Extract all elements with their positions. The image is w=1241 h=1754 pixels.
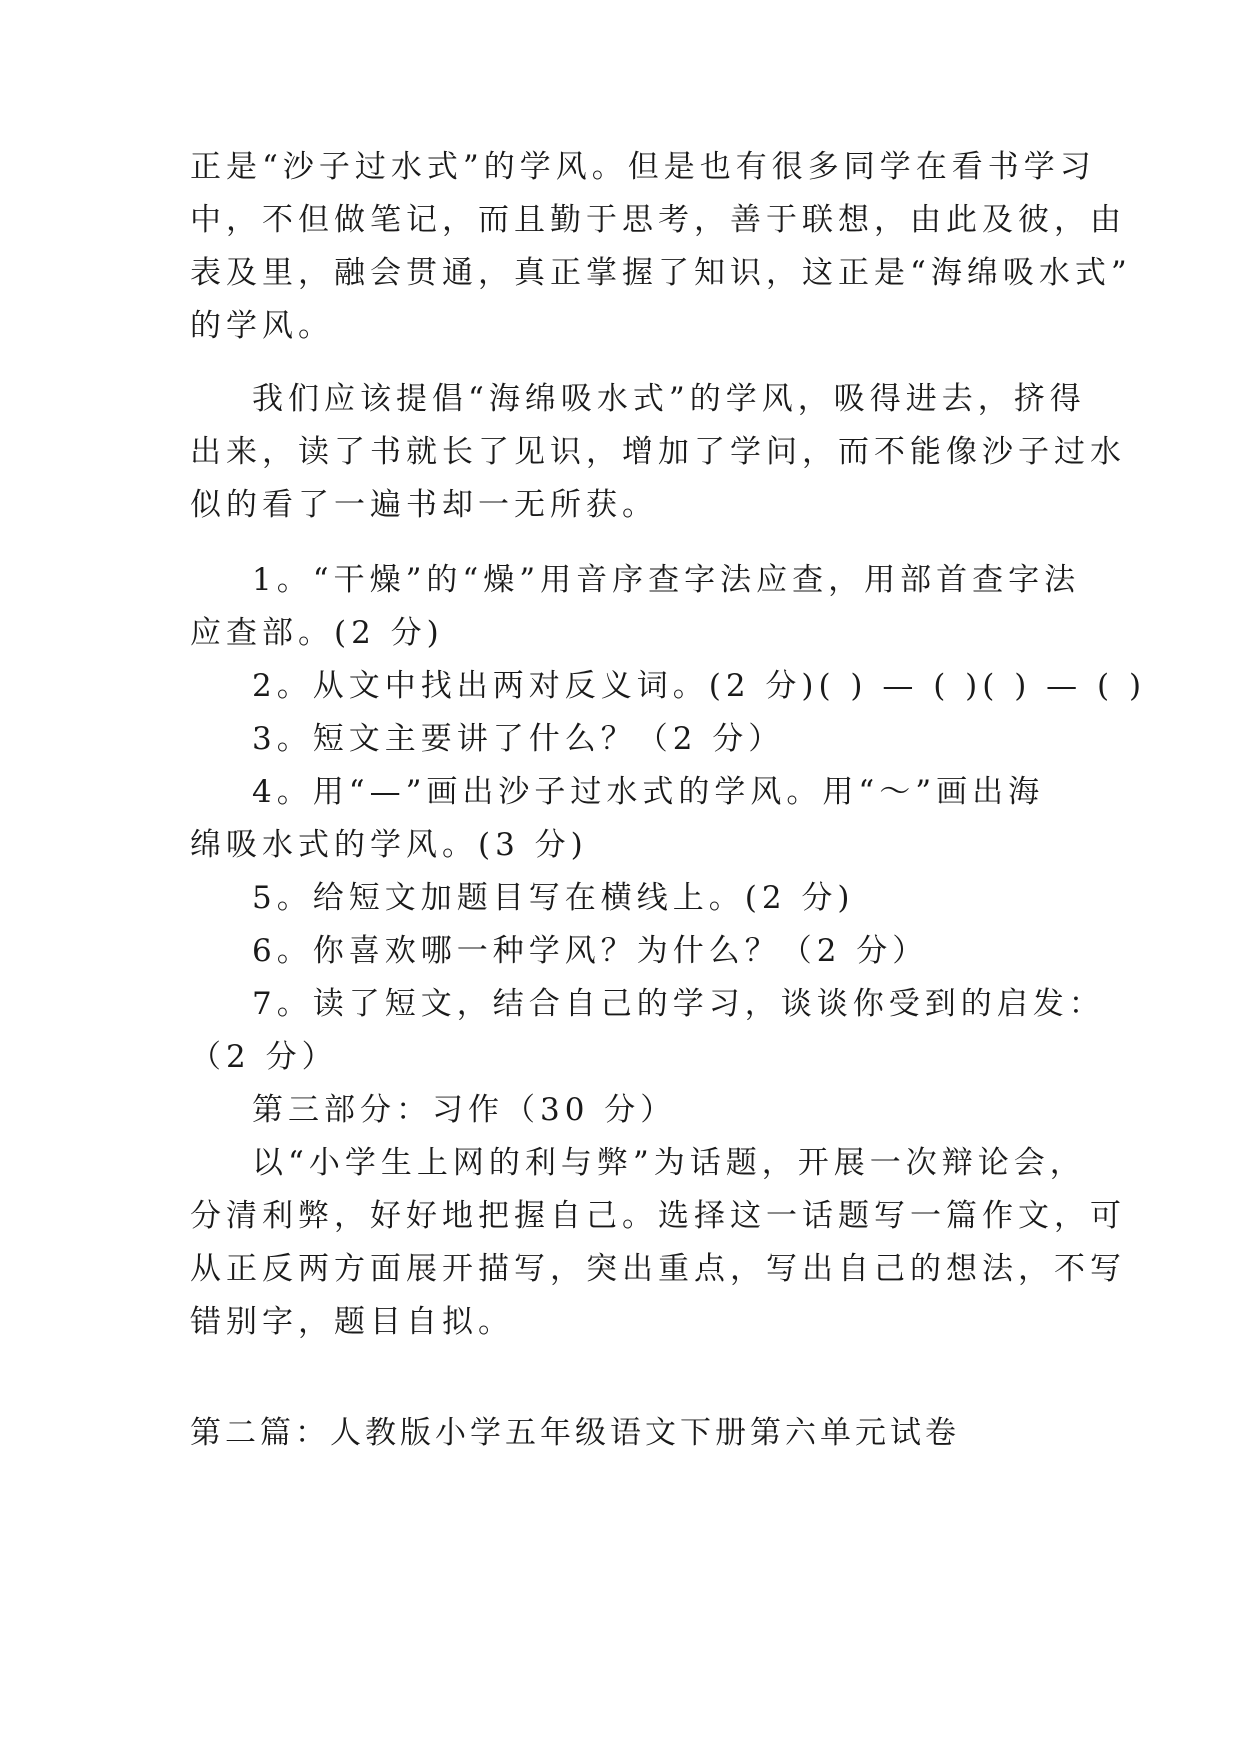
- text-line: 以“小学生上网的利与弊”为话题，开展一次辩论会，: [252, 1145, 1086, 1181]
- text-line: 分清利弊，好好地把握自己。选择这一话题写一篇作文，可: [190, 1198, 1126, 1234]
- text-line: 似的看了一遍书却一无所获。: [190, 487, 658, 523]
- question-7: 7。读了短文，结合自己的学习，谈谈你受到的启发：: [252, 986, 1105, 1022]
- section-heading: 第三部分：习作（30 分）: [252, 1092, 677, 1128]
- question-4: 4。用“—”画出沙子过水式的学风。用“～”画出海: [252, 774, 1045, 810]
- text-line: 应查部。(2 分): [190, 615, 444, 651]
- section-title: 第二篇：人教版小学五年级语文下册第六单元试卷: [190, 1415, 960, 1451]
- question-2: 2。从文中找出两对反义词。(2 分)( ) — ( )( ) — ( ): [252, 668, 1147, 704]
- text-line: 错别字，题目自拟。: [190, 1304, 514, 1340]
- question-5: 5。给短文加题目写在横线上。(2 分): [252, 880, 855, 916]
- text-line: 表及里，融会贯通，真正掌握了知识，这正是“海绵吸水式”: [190, 255, 1132, 291]
- text-line: 的学风。: [190, 308, 334, 344]
- question-6: 6。你喜欢哪一种学风？为什么？（2 分）: [252, 933, 929, 969]
- text-line: 正是“沙子过水式”的学风。但是也有很多同学在看书学习: [190, 149, 1096, 185]
- text-line: 我们应该提倡“海绵吸水式”的学风，吸得进去，挤得: [252, 381, 1086, 417]
- text-line: 绵吸水式的学风。(3 分): [190, 827, 588, 863]
- text-line: 出来，读了书就长了见识，增加了学问，而不能像沙子过水: [190, 434, 1126, 470]
- text-line: （2 分）: [190, 1039, 338, 1075]
- text-line: 从正反两方面展开描写，突出重点，写出自己的想法，不写: [190, 1251, 1126, 1287]
- question-3: 3。短文主要讲了什么？（2 分）: [252, 721, 785, 757]
- text-line: 中，不但做笔记，而且勤于思考，善于联想，由此及彼，由: [190, 202, 1126, 238]
- question-1: 1。“干燥”的“燥”用音序查字法应查，用部首查字法: [252, 562, 1081, 598]
